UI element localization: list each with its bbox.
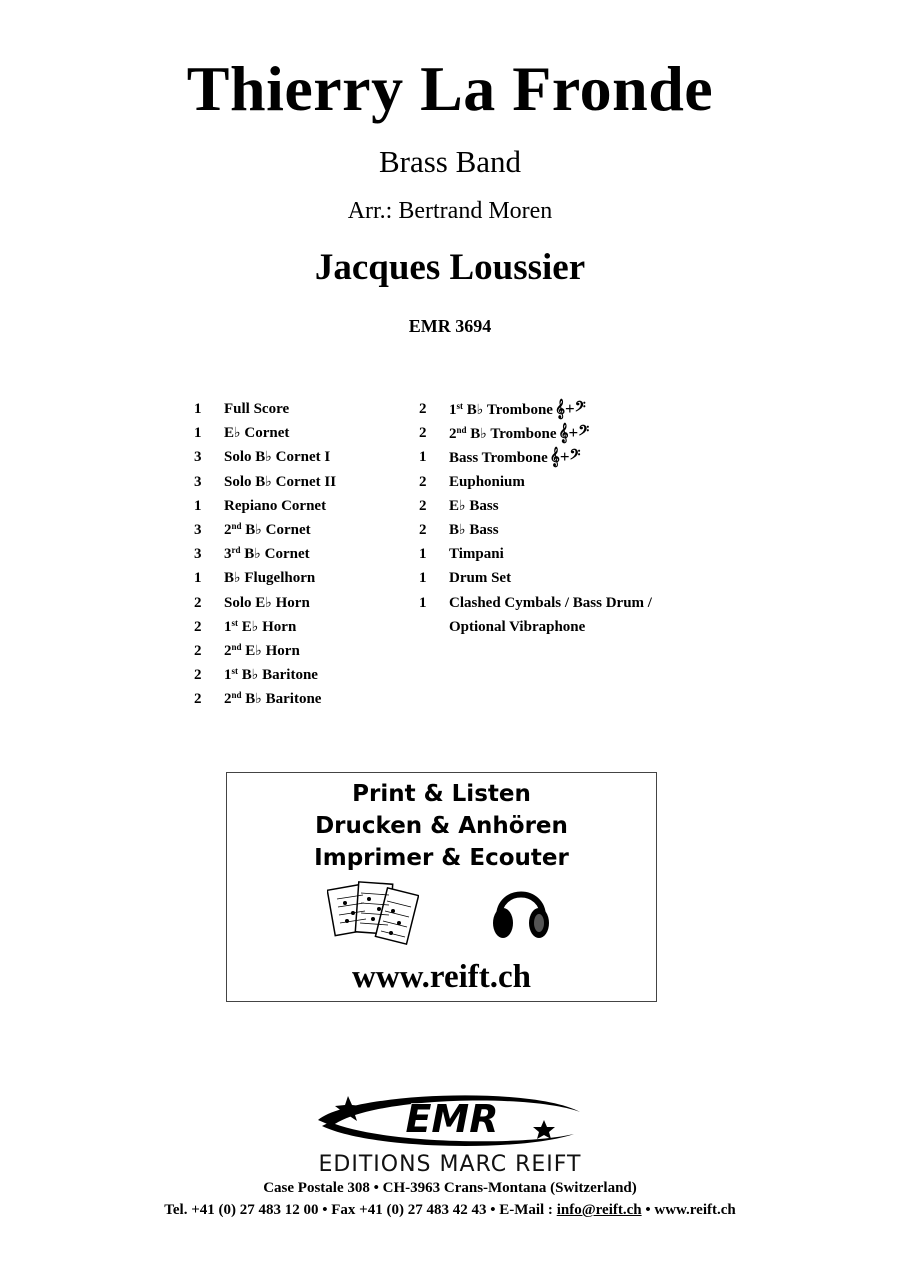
- part-quantity: 1: [419, 449, 427, 466]
- part-quantity: 2: [194, 691, 202, 708]
- part-quantity: 1: [194, 401, 202, 417]
- promo-website[interactable]: www.reift.ch: [351, 959, 532, 995]
- part-quantity: 1: [419, 546, 427, 563]
- part-quantity: 2: [419, 521, 427, 538]
- part-name: Drum Set: [449, 570, 512, 587]
- part-quantity: 3: [194, 521, 202, 538]
- part-quantity: 3: [194, 473, 202, 490]
- clef-icon: 𝄞+𝄢: [549, 447, 581, 467]
- page-title: Thierry La Fronde: [186, 53, 714, 124]
- part-name: 2nd E♭ Horn: [224, 641, 300, 659]
- part-name: Optional Vibraphone: [449, 618, 586, 635]
- part-name: 1st B♭ Baritone: [224, 666, 318, 684]
- part-name: 2nd B♭ Cornet: [224, 520, 311, 538]
- part-name: 3rd B♭ Cornet: [224, 545, 310, 563]
- part-name: Repiano Cornet: [224, 497, 327, 514]
- part-quantity: 3: [194, 449, 202, 466]
- part-quantity: 1: [419, 570, 427, 587]
- part-name: Solo B♭ Cornet I: [224, 449, 331, 466]
- part-name: Solo E♭ Horn: [224, 594, 310, 611]
- part-quantity: 2: [419, 425, 427, 442]
- logo-wordmark: EMR: [405, 1097, 499, 1141]
- email-link[interactable]: info@reift.ch: [556, 1202, 642, 1218]
- contact-website: • www.reift.ch: [641, 1202, 736, 1218]
- part-name: 2nd B♭ Baritone: [224, 690, 322, 708]
- part-quantity: 2: [194, 667, 202, 684]
- publisher-contact: [0, 1202, 900, 1219]
- part-name: B♭ Flugelhorn: [224, 570, 316, 587]
- part-name: Timpani: [449, 546, 504, 563]
- part-name: B♭ Bass: [449, 521, 499, 538]
- promo-line-print-listen: Print & Listen: [352, 781, 531, 807]
- part-quantity: 2: [194, 594, 202, 611]
- part-quantity: 2: [194, 618, 202, 635]
- part-name: Full Score: [224, 401, 290, 417]
- publisher-name: EDITIONS MARC REIFT: [318, 1152, 582, 1177]
- promo-line-imprimer: Imprimer & Ecouter: [314, 845, 569, 871]
- part-quantity: 1: [194, 570, 202, 587]
- part-quantity: 1: [419, 594, 427, 611]
- arranger-credit: Arr.: Bertrand Moren: [347, 198, 553, 224]
- part-name: 1st B♭ Trombone 𝄞+𝄢: [449, 399, 586, 418]
- emr-logo: [312, 1090, 588, 1150]
- part-quantity: 2: [419, 497, 427, 514]
- sheet-music-icon: [327, 877, 419, 953]
- headphones-icon: [489, 877, 553, 945]
- part-quantity: 1: [194, 497, 202, 514]
- contact-phone-fax: Tel. +41 (0) 27 483 12 00 • Fax +41 (0) 27 483 42 43 • E-Mail :: [164, 1202, 557, 1218]
- part-name: 1st E♭ Horn: [224, 617, 297, 635]
- part-quantity: 2: [194, 642, 202, 659]
- clef-icon: 𝄞+𝄢: [554, 399, 586, 418]
- print-listen-box: [226, 772, 657, 1002]
- clef-icon: 𝄞+𝄢: [558, 423, 590, 443]
- part-name: E♭ Bass: [449, 497, 499, 514]
- publisher-address: Case Postale 308 • CH-3963 Crans-Montana (Switzerland): [263, 1180, 637, 1196]
- part-quantity: 1: [194, 425, 202, 442]
- part-name: Bass Trombone 𝄞+𝄢: [449, 447, 581, 467]
- composer-name: Jacques Loussier: [314, 247, 586, 288]
- promo-line-drucken: Drucken & Anhören: [315, 813, 568, 839]
- part-quantity: 2: [419, 473, 427, 490]
- part-name: E♭ Cornet: [224, 425, 290, 442]
- part-quantity: 2: [419, 401, 427, 417]
- part-name: Euphonium: [449, 473, 525, 490]
- subtitle: Brass Band: [378, 144, 522, 179]
- part-quantity: 3: [194, 546, 202, 563]
- part-name: 2nd B♭ Trombone 𝄞+𝄢: [449, 423, 590, 443]
- part-name: Clashed Cymbals / Bass Drum /: [449, 594, 652, 611]
- part-name: Solo B♭ Cornet II: [224, 473, 337, 490]
- catalog-number: EMR 3694: [408, 316, 492, 336]
